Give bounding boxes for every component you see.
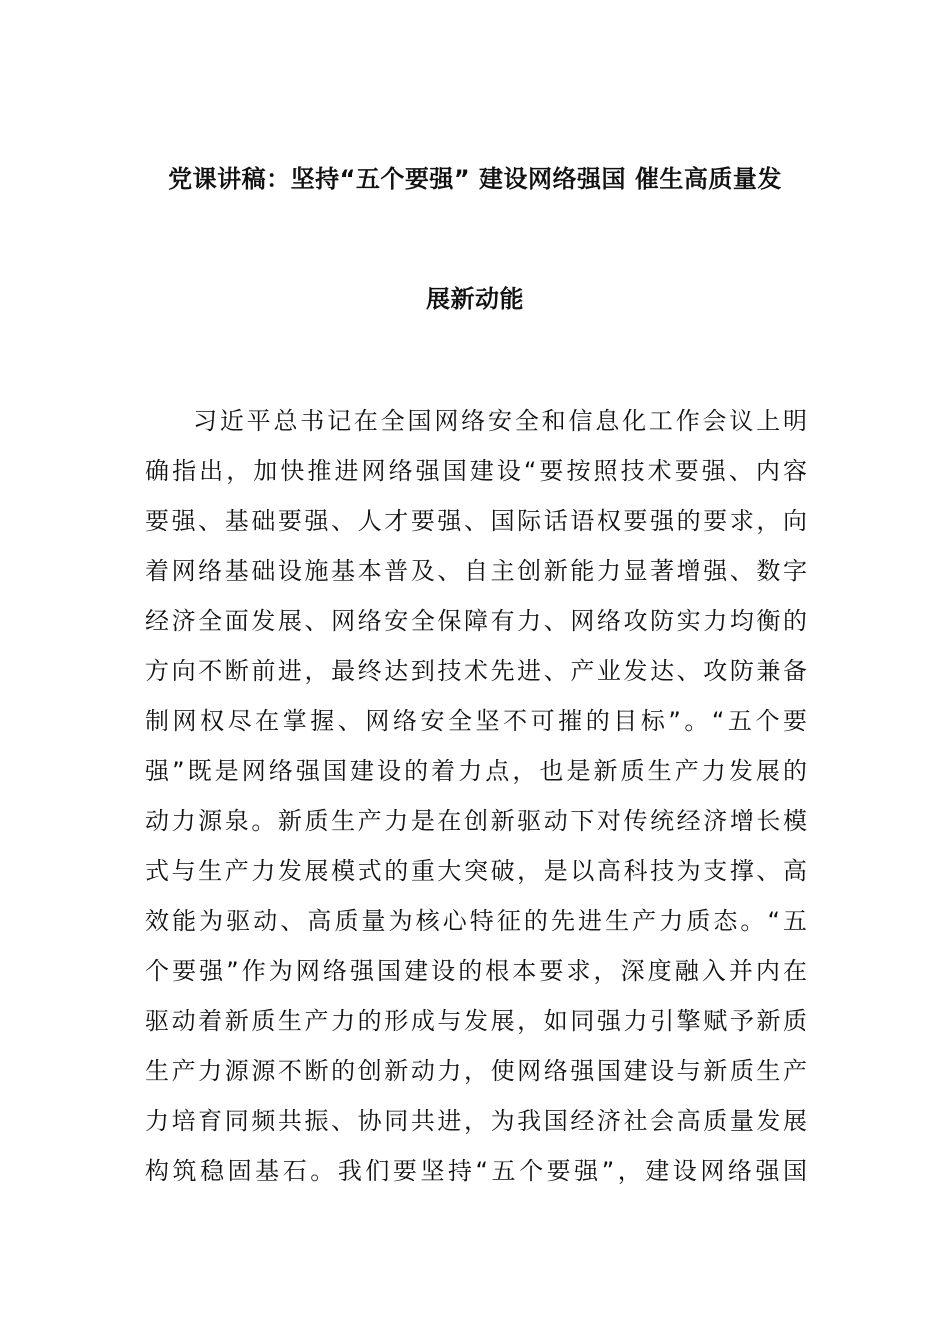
- body-line-3: 要强、基础要强、人才要强、国际话语权要强的要求，向: [145, 507, 807, 535]
- body-line-13: 驱动着新质生产力的形成与发展，如同强力引擎赋予新质: [145, 1007, 807, 1035]
- body-line-11: 效能为驱动、高质量为核心特征的先进生产力质态。“五: [145, 907, 807, 935]
- document-title-line-1: 党课讲稿：坚持“五个要强” 建设网络强国 催生高质量发: [168, 165, 782, 193]
- body-line-16: 构筑稳固基石。我们要坚持“五个要强”，建设网络强国: [145, 1157, 807, 1185]
- body-line-4: 着网络基础设施基本普及、自主创新能力显著增强、数字: [145, 557, 807, 585]
- body-line-12: 个要强”作为网络强国建设的根本要求，深度融入并内在: [145, 957, 807, 985]
- body-line-2: 确指出，加快推进网络强国建设“要按照技术要强、内容: [145, 457, 807, 485]
- body-line-14: 生产力源源不断的创新动力，使网络强国建设与新质生产: [145, 1057, 807, 1085]
- body-line-10: 式与生产力发展模式的重大突破，是以高科技为支撑、高: [145, 857, 807, 885]
- body-line-5: 经济全面发展、网络安全保障有力、网络攻防实力均衡的: [145, 607, 807, 635]
- document-title-line-2: 展新动能: [426, 285, 524, 313]
- body-line-9: 动力源泉。新质生产力是在创新驱动下对传统经济增长模: [145, 807, 807, 835]
- body-line-6: 方向不断前进，最终达到技术先进、产业发达、攻防兼备: [145, 657, 807, 685]
- body-line-1: 习近平总书记在全国网络安全和信息化工作会议上明: [193, 407, 807, 435]
- body-line-7: 制网权尽在掌握、网络安全坚不可摧的目标”。“五个要: [145, 707, 807, 735]
- body-line-15: 力培育同频共振、协同共进，为我国经济社会高质量发展: [145, 1107, 807, 1135]
- body-line-8: 强”既是网络强国建设的着力点，也是新质生产力发展的: [145, 757, 807, 785]
